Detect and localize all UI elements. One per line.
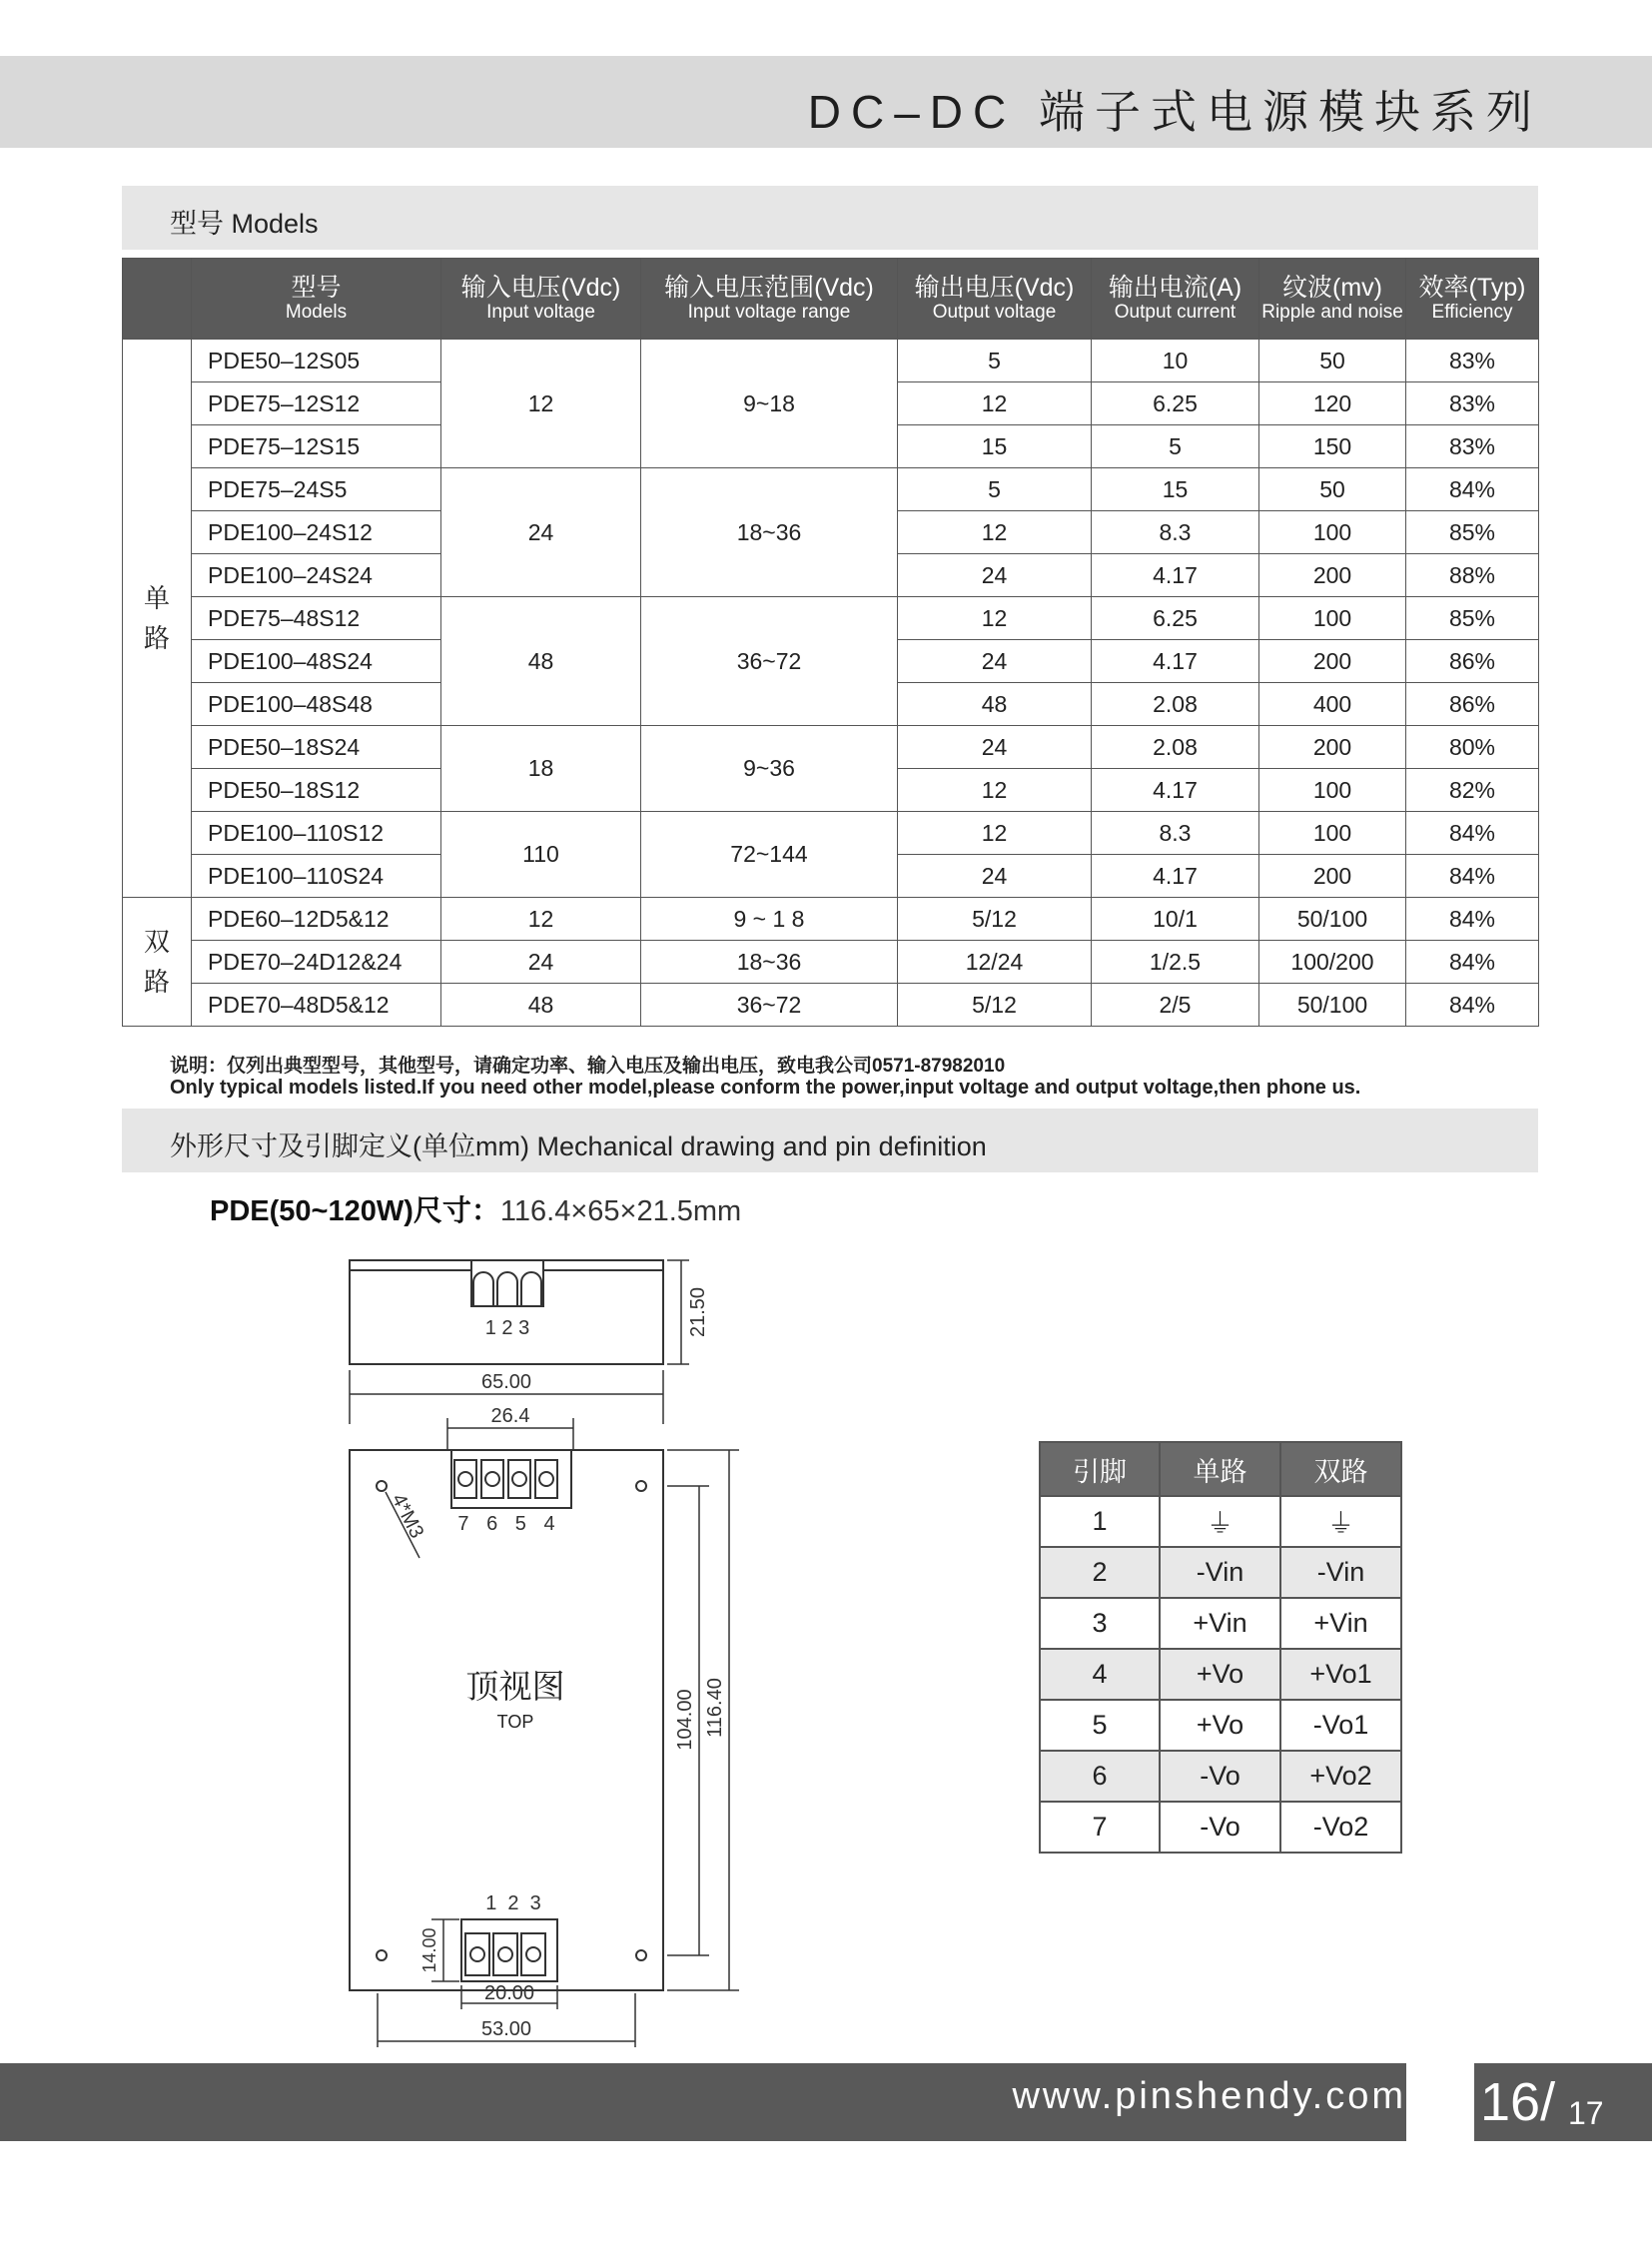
input-range-cell: 9~36 [641, 726, 898, 812]
ripple-cell: 100 [1259, 511, 1406, 554]
eff-cell: 84% [1406, 898, 1539, 941]
size-spec-value: 116.4×65×21.5mm [499, 1195, 742, 1227]
vout-cell: 5 [898, 340, 1092, 382]
vout-cell: 24 [898, 855, 1092, 898]
ripple-cell: 100 [1259, 812, 1406, 855]
header-input-voltage: 输入电压(Vdc) Input voltage [441, 259, 641, 340]
side-view [350, 1260, 709, 1424]
eff-cell: 83% [1406, 382, 1539, 425]
pin-function-cell: -Vo [1160, 1751, 1280, 1802]
ripple-cell: 50 [1259, 340, 1406, 382]
eff-cell: 86% [1406, 683, 1539, 726]
header-models: 型号 Models [192, 259, 441, 340]
input-range-cell: 18~36 [641, 941, 898, 984]
vout-cell: 15 [898, 425, 1092, 468]
side-pins-label: 1 2 3 [484, 1317, 530, 1339]
eff-cell: 85% [1406, 511, 1539, 554]
vout-cell: 12 [898, 382, 1092, 425]
eff-cell: 84% [1406, 812, 1539, 855]
input-voltage-cell: 12 [441, 898, 641, 941]
eff-cell: 84% [1406, 855, 1539, 898]
iout-cell: 6.25 [1092, 382, 1259, 425]
input-range-cell: 18~36 [641, 468, 898, 597]
pin-number-cell: -Vin [1280, 1547, 1401, 1598]
top-view [350, 1405, 739, 2047]
website-link[interactable]: www.pinshendy.com [1012, 2075, 1406, 2117]
iout-cell: 4.17 [1092, 855, 1259, 898]
ground-icon: ⏚ [1160, 1496, 1280, 1547]
dim-top-pitch: 26.4 [490, 1405, 530, 1427]
group-dual: 双 路 [123, 898, 192, 1027]
ripple-cell: 100/200 [1259, 941, 1406, 984]
dim-bottom-height: 14.00 [419, 1927, 439, 1973]
page-current: 16/ [1480, 2072, 1556, 2132]
input-voltage-cell: 12 [441, 340, 641, 468]
eff-cell: 84% [1406, 941, 1539, 984]
ground-icon: ⏚ [1280, 1496, 1401, 1547]
vout-cell: 48 [898, 683, 1092, 726]
pin-function-cell: +Vo [1160, 1649, 1280, 1700]
input-voltage-cell: 24 [441, 468, 641, 597]
pin-table [1039, 1441, 1402, 1854]
top-pins-label: 7 6 5 4 [457, 1513, 561, 1535]
vout-cell: 12 [898, 597, 1092, 640]
header-input-range: 输入电压范围(Vdc) Input voltage range [641, 259, 898, 340]
iout-cell: 10/1 [1092, 898, 1259, 941]
pin-row [1040, 1547, 1401, 1598]
input-range-cell: 36~72 [641, 597, 898, 726]
vout-cell: 24 [898, 726, 1092, 769]
note-english: Only typical models listed.If you need other model,please conform the power,input voltage and output voltage,then phone us. [170, 1077, 1361, 1099]
dim-length: 116.40 [704, 1678, 726, 1738]
eff-cell: 88% [1406, 554, 1539, 597]
input-voltage-cell: 48 [441, 984, 641, 1027]
vout-cell: 12/24 [898, 941, 1092, 984]
note-chinese: 说明：仅列出典型型号，其他型号，请确定功率、输入电压及输出电压，致电我公司0571-87982010 [170, 1056, 1006, 1077]
iout-cell: 1/2.5 [1092, 941, 1259, 984]
eff-cell: 83% [1406, 340, 1539, 382]
input-voltage-cell: 24 [441, 941, 641, 984]
vout-cell: 24 [898, 640, 1092, 683]
header-output-current: 输出电流(A) Output current [1092, 259, 1259, 340]
vout-cell: 24 [898, 554, 1092, 597]
group-single: 单 路 [123, 340, 192, 898]
eff-cell: 80% [1406, 726, 1539, 769]
pin-row [1040, 1598, 1401, 1649]
dim-height: 21.50 [687, 1286, 709, 1338]
pin-table-header [1040, 1442, 1401, 1496]
iout-cell: 8.3 [1092, 812, 1259, 855]
input-range-cell: 36~72 [641, 984, 898, 1027]
model-cell: PDE100–24S24 [192, 554, 441, 597]
model-cell: PDE75–24S5 [192, 468, 441, 511]
ripple-cell: 200 [1259, 855, 1406, 898]
ripple-cell: 50 [1259, 468, 1406, 511]
model-cell: PDE75–12S15 [192, 425, 441, 468]
model-cell: PDE100–110S24 [192, 855, 441, 898]
pin-number-cell: +Vin [1280, 1598, 1401, 1649]
page-total: 17 [1568, 2095, 1604, 2131]
ripple-cell: 200 [1259, 640, 1406, 683]
ripple-cell: 100 [1259, 597, 1406, 640]
pin-number-cell: +Vo1 [1280, 1649, 1401, 1700]
model-cell: PDE75–48S12 [192, 597, 441, 640]
pin-row [1040, 1751, 1401, 1802]
pin-function-cell: 6 [1040, 1751, 1160, 1802]
view-label-cn: 顶视图 [465, 1668, 565, 1705]
pin-function-cell: 5 [1040, 1700, 1160, 1751]
ripple-cell: 200 [1259, 726, 1406, 769]
eff-cell: 86% [1406, 640, 1539, 683]
ripple-cell: 100 [1259, 769, 1406, 812]
model-cell: PDE50–18S12 [192, 769, 441, 812]
dim-width: 65.00 [480, 1371, 532, 1393]
vout-cell: 5 [898, 468, 1092, 511]
eff-cell: 84% [1406, 468, 1539, 511]
pin-number-cell: -Vo1 [1280, 1700, 1401, 1751]
vout-cell: 12 [898, 769, 1092, 812]
size-spec-label: PDE(50~120W)尺寸： [210, 1195, 500, 1227]
pin-number-cell: 1 [1040, 1496, 1160, 1547]
pin-number-cell: +Vo2 [1280, 1751, 1401, 1802]
view-label-en: TOP [496, 1712, 534, 1732]
mount-hole-label: 4*M3 [387, 1490, 428, 1542]
model-cell: PDE100–24S12 [192, 511, 441, 554]
input-voltage-cell: 110 [441, 812, 641, 898]
ripple-cell: 200 [1259, 554, 1406, 597]
pin-function-cell: 2 [1040, 1547, 1160, 1598]
page-number [1474, 2063, 1652, 2141]
model-cell: PDE75–12S12 [192, 382, 441, 425]
models-section-title: 型号 Models [170, 209, 319, 239]
vout-cell: 12 [898, 812, 1092, 855]
iout-cell: 4.17 [1092, 640, 1259, 683]
pin-number-cell: -Vo2 [1280, 1802, 1401, 1853]
iout-cell: 5 [1092, 425, 1259, 468]
pin-header-pin: 引脚 [1040, 1442, 1160, 1496]
mechanical-section-title: 外形尺寸及引脚定义(单位mm) Mechanical drawing and pin definition [170, 1131, 987, 1161]
input-voltage-cell: 48 [441, 597, 641, 726]
pin-row [1040, 1802, 1401, 1853]
dim-inner-length: 104.00 [674, 1689, 696, 1751]
ripple-cell: 150 [1259, 425, 1406, 468]
header-output-voltage: 输出电压(Vdc) Output voltage [898, 259, 1092, 340]
ripple-cell: 400 [1259, 683, 1406, 726]
iout-cell: 4.17 [1092, 769, 1259, 812]
model-cell: PDE100–48S48 [192, 683, 441, 726]
pin-header-single: 单路 [1160, 1442, 1280, 1496]
input-range-cell: 9 ~ 1 8 [641, 898, 898, 941]
iout-cell: 2.08 [1092, 726, 1259, 769]
eff-cell: 83% [1406, 425, 1539, 468]
pin-header-dual: 双路 [1280, 1442, 1401, 1496]
model-cell: PDE100–110S12 [192, 812, 441, 855]
vout-cell: 5/12 [898, 984, 1092, 1027]
model-cell: PDE50–12S05 [192, 340, 441, 382]
input-voltage-cell: 18 [441, 726, 641, 812]
model-cell: PDE70–24D12&24 [192, 941, 441, 984]
iout-cell: 6.25 [1092, 597, 1259, 640]
pin-function-cell: 3 [1040, 1598, 1160, 1649]
model-cell: PDE50–18S24 [192, 726, 441, 769]
bottom-pins-label: 1 2 3 [485, 1892, 541, 1914]
dim-hole-spacing: 53.00 [480, 2018, 532, 2040]
iout-cell: 10 [1092, 340, 1259, 382]
dim-bottom-width: 20.00 [483, 1982, 535, 2004]
eff-cell: 82% [1406, 769, 1539, 812]
eff-cell: 85% [1406, 597, 1539, 640]
vout-cell: 5/12 [898, 898, 1092, 941]
ripple-cell: 50/100 [1259, 898, 1406, 941]
pin-row [1040, 1649, 1401, 1700]
ripple-cell: 50/100 [1259, 984, 1406, 1027]
model-cell: PDE70–48D5&12 [192, 984, 441, 1027]
input-range-cell: 72~144 [641, 812, 898, 898]
pin-function-cell: 7 [1040, 1802, 1160, 1853]
model-cell: PDE60–12D5&12 [192, 898, 441, 941]
pin-function-cell: -Vo [1160, 1802, 1280, 1853]
pin-row [1040, 1700, 1401, 1751]
iout-cell: 15 [1092, 468, 1259, 511]
iout-cell: 2/5 [1092, 984, 1259, 1027]
vout-cell: 12 [898, 511, 1092, 554]
ripple-cell: 120 [1259, 382, 1406, 425]
iout-cell: 4.17 [1092, 554, 1259, 597]
pin-function-cell: -Vin [1160, 1547, 1280, 1598]
pin-row [1040, 1496, 1401, 1547]
eff-cell: 84% [1406, 984, 1539, 1027]
header-efficiency: 效率(Typ) Efficiency [1406, 259, 1539, 340]
iout-cell: 2.08 [1092, 683, 1259, 726]
pin-function-cell: +Vo [1160, 1700, 1280, 1751]
pin-function-cell: +Vin [1160, 1598, 1280, 1649]
series-title: DC–DC 端子式电源模块系列 [807, 86, 1542, 138]
input-range-cell: 9~18 [641, 340, 898, 468]
header-ripple: 纹波(mv) Ripple and noise [1259, 259, 1406, 340]
pin-function-cell: 4 [1040, 1649, 1160, 1700]
iout-cell: 8.3 [1092, 511, 1259, 554]
model-cell: PDE100–48S24 [192, 640, 441, 683]
